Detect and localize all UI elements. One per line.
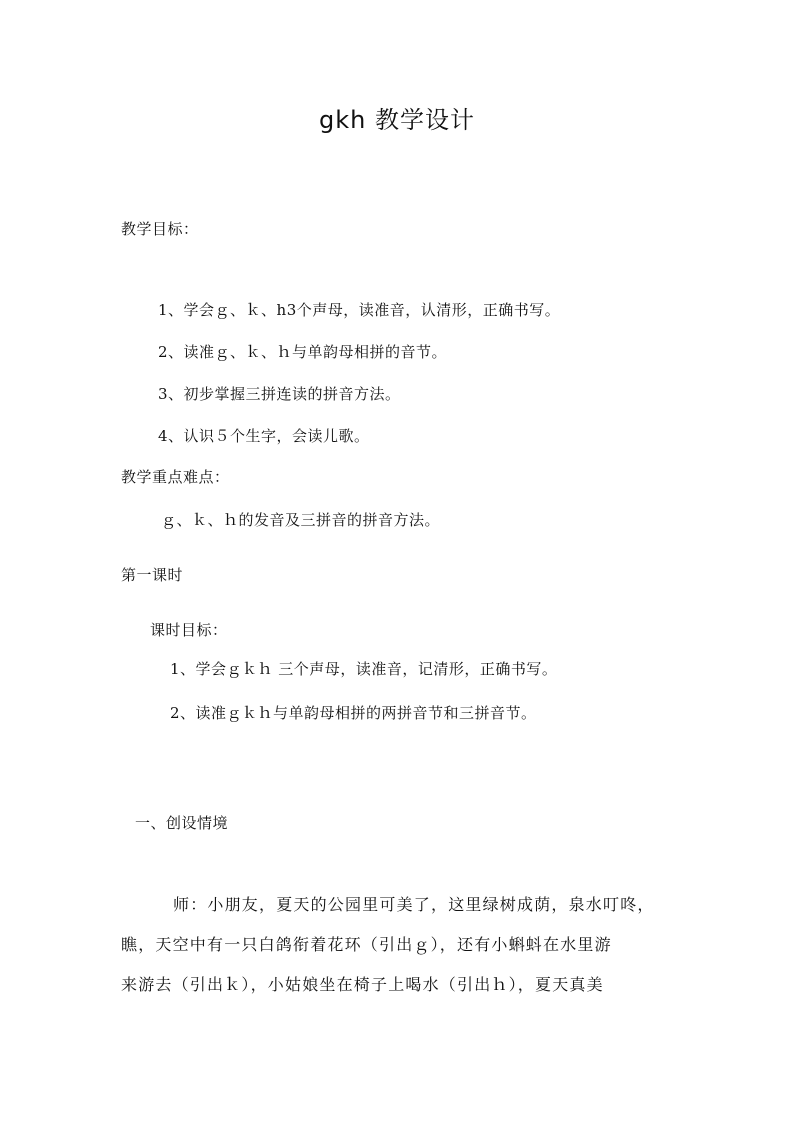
- key-points-heading: 教学重点难点：: [121, 468, 230, 486]
- lesson-one-heading: 第一课时: [121, 566, 184, 584]
- paragraph-line-3: 来游去（引出ｋ），小姑娘坐在椅子上喝水（引出ｈ），夏天真美: [121, 975, 604, 994]
- objective-item-3: 3、初步掌握三拼连读的拼音方法。: [158, 385, 401, 403]
- part-one-heading: 一、创设情境: [135, 814, 229, 832]
- key-points-text: ｇ、ｋ、ｈ的发音及三拼音的拼音方法。: [161, 511, 441, 529]
- document-title: gkh 教学设计: [319, 106, 475, 134]
- lesson-objective-item-2: 2、读准ｇｋｈ与单韵母相拼的两拼音节和三拼音节。: [170, 704, 537, 722]
- objective-item-4: 4、认识５个生字，会读儿歌。: [158, 427, 370, 445]
- objectives-heading: 教学目标：: [121, 220, 199, 238]
- objective-item-2: 2、读准ｇ、ｋ、ｈ与单韵母相拼的音节。: [158, 343, 448, 361]
- objective-item-1: 1、学会ｇ、ｋ、h3个声母，读准音，认清形，正确书写。: [158, 301, 561, 319]
- lesson-objective-item-1: 1、学会ｇｋｈ 三个声母，读准音，记清形，正确书写。: [170, 660, 558, 678]
- paragraph-line-2: 瞧，天空中有一只白鸽衔着花环（引出ｇ），还有小蝌蚪在水里游: [121, 935, 612, 954]
- paragraph-line-1: 师：小朋友，夏天的公园里可美了，这里绿树成荫，泉水叮咚，: [173, 895, 655, 914]
- lesson-objectives-heading: 课时目标：: [150, 621, 228, 639]
